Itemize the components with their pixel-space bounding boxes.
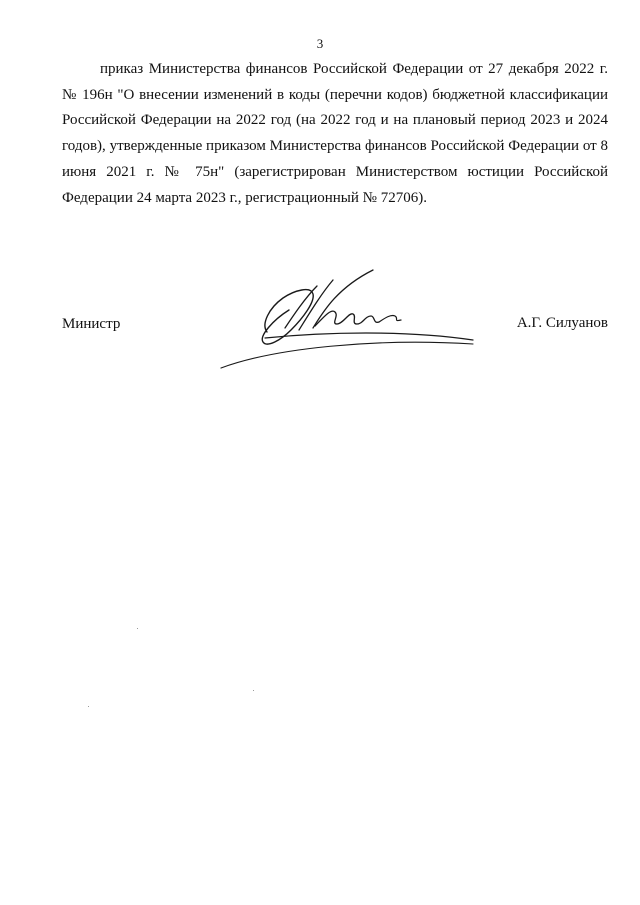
signer-name: А.Г. Силуанов (516, 315, 608, 331)
page-number: 3 (316, 36, 324, 51)
scan-speck (253, 690, 254, 691)
scan-speck (88, 706, 89, 707)
scan-speck (137, 628, 138, 629)
signature-block (0, 260, 640, 380)
handwritten-signature (215, 268, 480, 380)
document-body (62, 57, 608, 211)
signer-position-title: Министр (62, 316, 121, 332)
body-paragraph: приказ Министерства финансов Российской Федерации от 27 декабря 2022 г. № 196н "О внесении изменений в коды (перечни кодов) бюджетной классификации Российской Федерации на 2022 год (на 2022 год и на плановый период 2023 и 2024 годов), утвержденные приказом Министерства финансов Российской Федерации от 8 июня 2021 г. № 75н" (зарегистрирован Министерством юстиции Российской Федерации 24 марта 2023 г., регистрационный № 72706). (62, 61, 608, 206)
